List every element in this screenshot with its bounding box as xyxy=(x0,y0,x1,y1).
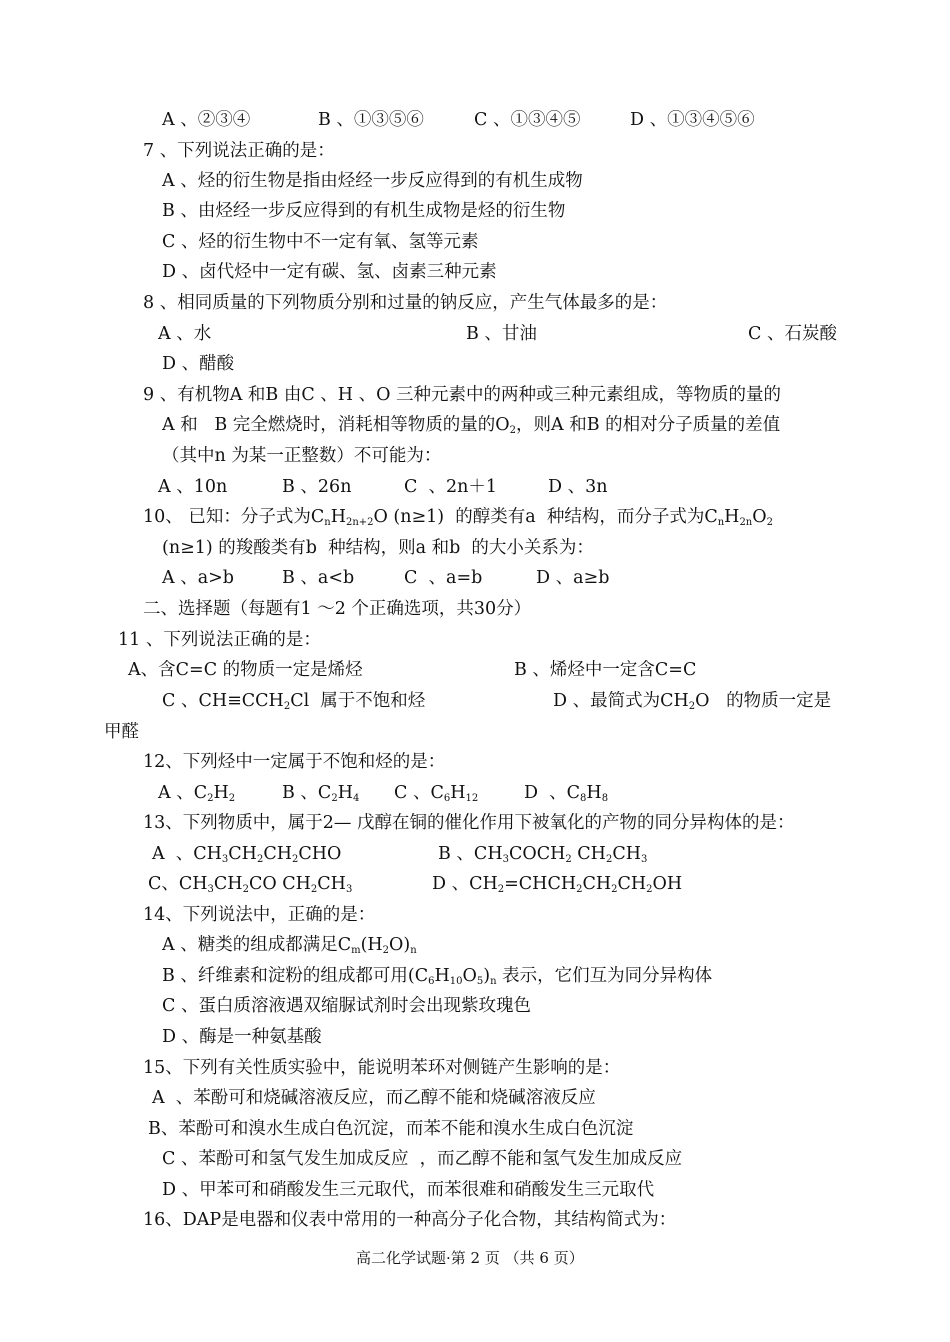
q12-stem: 12、下列烃中一定属于不饱和烃的是： xyxy=(143,752,446,772)
q11-option-d: D 、最简式为$CH_2O$ 的物质一定是 xyxy=(553,691,832,712)
q8-option-c: C 、石炭酸 xyxy=(748,324,837,344)
q6-option-d: D 、①③④⑤⑥ xyxy=(630,110,755,130)
q13-option-b: B 、$CH_3COCH_2$ $CH_2CH_3$ xyxy=(438,844,648,865)
section-heading: 二、选择题（每题有1 ～2 个正确选项，共30分） xyxy=(143,599,532,619)
q13-option-a: A 、$CH_3CH_2CH_2CHO$ xyxy=(152,844,342,865)
q10-line1: 10、 已知：分子式为$C_nH_{2n+2}O$ (n≥1) 的醇类有a 种结构，而分子式为$C_nH_{2n}O_2$ xyxy=(143,507,773,528)
q15-stem: 15、下列有关性质实验中，能说明苯环对侧链产生影响的是： xyxy=(143,1058,621,1078)
q6-option-a: A 、②③④ xyxy=(162,110,251,130)
q9-line3: （其中n 为某一正整数）不可能为： xyxy=(162,446,442,466)
q9-option-b: B 、26n xyxy=(282,477,352,497)
q8-stem: 8 、相同质量的下列物质分别和过量的钠反应，产生气体最多的是： xyxy=(143,293,668,313)
q11-stem: 11 、下列说法正确的是： xyxy=(118,630,321,650)
q14-option-a: A 、糖类的组成都满足$C_m(H_2O)_n$ xyxy=(162,935,417,956)
q15-option-d: D 、甲苯可和硝酸发生三元取代，而苯很难和硝酸发生三元取代 xyxy=(162,1180,655,1200)
q10-option-c: C 、a=b xyxy=(404,568,483,588)
q15-option-b: B、苯酚可和溴水生成白色沉淀，而苯不能和溴水生成白色沉淀 xyxy=(148,1119,634,1139)
q14-stem: 14、下列说法中，正确的是： xyxy=(143,905,376,925)
q9-line2: A 和 B 完全燃烧时，消耗相等物质的量的$O_2$，则A 和B 的相对分子质量的差值 xyxy=(162,415,781,436)
q14-option-b: B 、纤维素和淀粉的组成都可用$(C_6H_{10}O_5)_n$ 表示，它们互为同分异构体 xyxy=(162,966,713,987)
q7-option-a: A 、烃的衍生物是指由烃经一步反应得到的有机生成物 xyxy=(162,171,583,191)
q14-option-d: D 、酶是一种氨基酸 xyxy=(162,1027,322,1047)
q9-option-d: D 、3n xyxy=(548,477,608,497)
q11-option-d-cont: 甲醛 xyxy=(104,722,139,742)
q8-option-d: D 、醋酸 xyxy=(162,354,235,374)
q6-option-c: C 、①③④⑤ xyxy=(474,110,581,130)
q7-stem: 7 、下列说法正确的是： xyxy=(143,141,335,161)
q16-stem: 16、DAP是电器和仪表中常用的一种高分子化合物，其结构简式为： xyxy=(143,1210,677,1230)
q9-option-a: A 、10n xyxy=(158,477,228,497)
q10-line2: (n≥1) 的羧酸类有b 种结构，则a 和b 的大小关系为： xyxy=(162,538,594,558)
q13-stem: 13、下列物质中，属于2— 戊醇在铜的催化作用下被氧化的产物的同分异构体的是： xyxy=(143,813,795,833)
q7-option-d: D 、卤代烃中一定有碳、氢、卤素三种元素 xyxy=(162,262,497,282)
q15-option-a: A 、苯酚可和烧碱溶液反应，而乙醇不能和烧碱溶液反应 xyxy=(152,1088,596,1108)
q14-option-c: C 、蛋白质溶液遇双缩脲试剂时会出现紫玫瑰色 xyxy=(162,996,531,1016)
q12-option-a: A 、$C_2H_2$ xyxy=(158,783,236,804)
q7-option-b: B 、由烃经一步反应得到的有机生成物是烃的衍生物 xyxy=(162,201,566,221)
q8-option-a: A 、水 xyxy=(158,324,212,344)
q10-option-b: B 、a<b xyxy=(282,568,355,588)
q6-option-b: B 、①③⑤⑥ xyxy=(318,110,424,130)
q12-option-c: C 、$C_6H_{12}$ xyxy=(394,783,479,804)
q7-option-c: C 、烃的衍生物中不一定有氧、氢等元素 xyxy=(162,232,479,252)
q15-option-c: C 、苯酚可和氢气发生加成反应 ，而乙醇不能和氢气发生加成反应 xyxy=(162,1149,683,1169)
q13-option-d: D 、$CH_2=CHCH_2CH_2CH_2OH$ xyxy=(432,874,683,895)
q11-option-c: C 、$CH\equiv CCH_2Cl$ 属于不饱和烃 xyxy=(162,691,426,712)
q12-option-b: B 、$C_2H_4$ xyxy=(282,783,360,804)
q8-option-b: B 、甘油 xyxy=(466,324,537,344)
q9-option-c: C 、2n＋1 xyxy=(404,477,498,497)
q11-option-b: B 、烯烃中一定含C=C xyxy=(514,660,697,680)
q9-line1: 9 、有机物A 和B 由C 、H 、O 三种元素中的两种或三种元素组成，等物质的量的 xyxy=(143,385,782,405)
q10-option-a: A 、a>b xyxy=(162,568,234,588)
q13-option-c: C、$CH_3CH_2CO$ $CH_2CH_3$ xyxy=(148,874,353,895)
q11-option-a: A、含C=C 的物质一定是烯烃 xyxy=(128,660,363,680)
q10-option-d: D 、a≥b xyxy=(536,568,610,588)
q12-option-d: D 、$C_8H_8$ xyxy=(524,783,609,804)
page-footer: 高二化学试题·第 2 页 （共 6 页） xyxy=(356,1249,584,1267)
